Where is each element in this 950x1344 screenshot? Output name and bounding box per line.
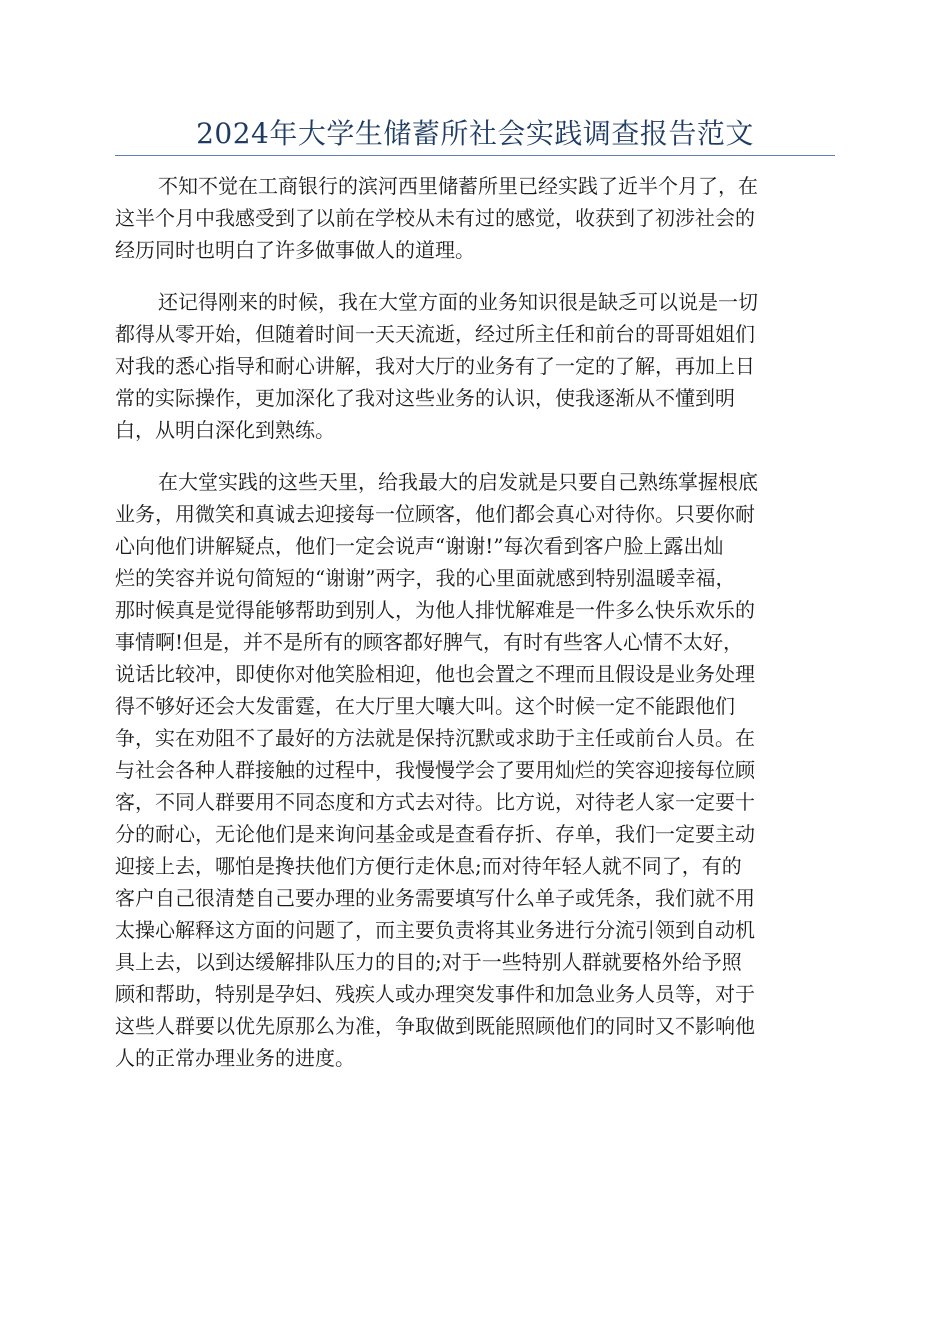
paragraph-line: 迎接上去，哪怕是搀扶他们方便行走休息;而对待年轻人就不同了，有的 <box>115 854 742 878</box>
paragraph-line: 太操心解释这方面的问题了，而主要负责将其业务进行分流引领到自动机 <box>115 918 755 942</box>
paragraph-line: 还记得刚来的时候，我在大堂方面的业务知识很是缺乏可以说是一切 <box>158 290 758 314</box>
paragraph-1 <box>115 170 835 266</box>
paragraph-line: 心向他们讲解疑点，他们一定会说声“谢谢!”每次看到客户脸上露出灿 <box>115 534 724 558</box>
paragraph-line: 业务，用微笑和真诚去迎接每一位顾客，他们都会真心对待你。只要你耐 <box>115 502 755 526</box>
paragraph-line: 说话比较冲，即使你对他笑脸相迎，他也会置之不理而且假设是业务处理 <box>115 662 755 686</box>
paragraph-line: 常的实际操作，更加深化了我对这些业务的认识，使我逐渐从不懂到明 <box>115 386 735 410</box>
paragraph-line: 在大堂实践的这些天里，给我最大的启发就是只要自己熟练掌握根底 <box>158 470 758 494</box>
paragraph-line: 都得从零开始，但随着时间一天天流逝，经过所主任和前台的哥哥姐姐们 <box>115 322 755 346</box>
paragraph-line: 客，不同人群要用不同态度和方式去对待。比方说，对待老人家一定要十 <box>115 790 755 814</box>
paragraph-line: 这些人群要以优先原那么为准，争取做到既能照顾他们的同时又不影响他 <box>115 1014 755 1038</box>
document-title: 2024年大学生储蓄所社会实践调查报告范文 <box>196 117 754 150</box>
paragraph-line: 顾和帮助，特别是孕妇、残疾人或办理突发事件和加急业务人员等，对于 <box>115 982 755 1006</box>
paragraph-3 <box>115 466 835 1074</box>
document-body <box>115 170 835 1094</box>
paragraph-line: 对我的悉心指导和耐心讲解，我对大厅的业务有了一定的了解，再加上日 <box>115 354 755 378</box>
title-underline <box>115 155 835 156</box>
paragraph-line: 客户自己很清楚自己要办理的业务需要填写什么单子或凭条，我们就不用 <box>115 886 755 910</box>
paragraph-line: 不知不觉在工商银行的滨河西里储蓄所里已经实践了近半个月了，在 <box>158 174 758 198</box>
paragraph-line: 事情啊!但是，并不是所有的顾客都好脾气，有时有些客人心情不太好， <box>115 630 744 654</box>
paragraph-line: 烂的笑容并说句简短的“谢谢”两字，我的心里面就感到特别温暖幸福， <box>115 566 736 590</box>
paragraph-2 <box>115 286 835 446</box>
paragraph-line: 得不够好还会大发雷霆，在大厅里大嚷大叫。这个时候一定不能跟他们 <box>115 694 735 718</box>
paragraph-line: 争，实在劝阻不了最好的方法就是保持沉默或求助于主任或前台人员。在 <box>115 726 755 750</box>
paragraph-line: 经历同时也明白了许多做事做人的道理。 <box>115 238 475 262</box>
paragraph-line: 与社会各种人群接触的过程中，我慢慢学会了要用灿烂的笑容迎接每位顾 <box>115 758 755 782</box>
paragraph-line: 白，从明白深化到熟练。 <box>115 418 335 442</box>
paragraph-line: 具上去，以到达缓解排队压力的目的;对于一些特别人群就要格外给予照 <box>115 950 742 974</box>
paragraph-line: 那时候真是觉得能够帮助到别人，为他人排忧解难是一件多么快乐欢乐的 <box>115 598 755 622</box>
paragraph-line: 这半个月中我感受到了以前在学校从未有过的感觉，收获到了初涉社会的 <box>115 206 755 230</box>
paragraph-line: 分的耐心，无论他们是来询问基金或是查看存折、存单，我们一定要主动 <box>115 822 755 846</box>
paragraph-line: 人的正常办理业务的进度。 <box>115 1046 355 1070</box>
